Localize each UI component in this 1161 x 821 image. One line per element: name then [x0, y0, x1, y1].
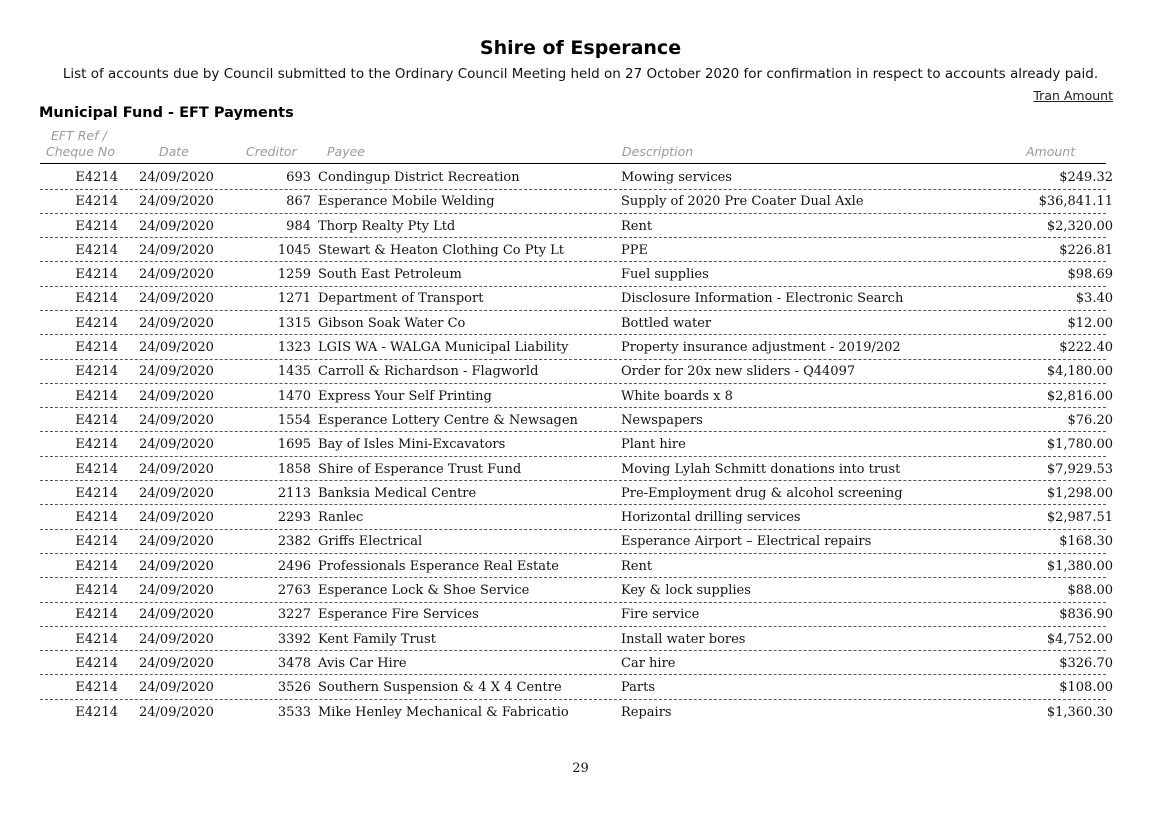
cell-creditor: 1271: [277, 291, 311, 307]
cell-ref: E4214: [75, 388, 118, 404]
cell-creditor: 1315: [277, 315, 311, 331]
table-row: [0, 700, 1161, 724]
cell-amount: $1,360.30: [1046, 704, 1113, 720]
table-row: [0, 311, 1161, 335]
cell-payee: Avis Car Hire: [318, 655, 407, 671]
cell-description: Install water bores: [621, 631, 746, 647]
cell-ref: E4214: [75, 704, 118, 720]
cell-creditor: 3392: [277, 631, 311, 647]
cell-creditor: 2496: [277, 558, 311, 574]
cell-creditor: 3526: [277, 680, 311, 696]
cell-ref: E4214: [75, 558, 118, 574]
cell-ref: E4214: [75, 485, 118, 501]
cell-creditor: 1858: [277, 461, 311, 477]
cell-payee: Kent Family Trust: [318, 631, 436, 647]
table-row: [0, 578, 1161, 602]
cell-payee: Stewart & Heaton Clothing Co Pty Lt: [318, 242, 565, 258]
cell-amount: $76.20: [1067, 412, 1113, 428]
cell-creditor: 2763: [277, 583, 311, 599]
cell-payee: Ranlec: [318, 510, 364, 526]
table-row: [0, 335, 1161, 359]
cell-amount: $12.00: [1067, 315, 1113, 331]
cell-ref: E4214: [75, 170, 118, 185]
page-number: 29: [572, 761, 589, 776]
cell-amount: $4,752.00: [1046, 631, 1113, 647]
cell-description: Property insurance adjustment - 2019/202: [621, 340, 901, 356]
cell-ref: E4214: [75, 315, 118, 331]
table-row: [0, 408, 1161, 432]
table-row: [0, 554, 1161, 578]
cell-date: 24/09/2020: [139, 340, 214, 356]
cell-payee: Mike Henley Mechanical & Fabricatio: [318, 704, 569, 720]
cell-description: Bottled water: [621, 315, 712, 331]
document-subtitle: List of accounts due by Council submitted to the Ordinary Council Meeting held on 27 October 2020 for confirmation in respect to accounts already paid.: [62, 66, 1099, 82]
cell-ref: E4214: [75, 583, 118, 599]
table-row: [0, 602, 1161, 626]
table-row: [0, 529, 1161, 553]
table-row: [0, 189, 1161, 213]
cell-ref: E4214: [75, 267, 118, 283]
cell-creditor: 1259: [277, 267, 311, 283]
cell-ref: E4214: [75, 340, 118, 356]
header-ref-line2: Cheque No: [46, 144, 115, 159]
cell-amount: $836.90: [1059, 607, 1113, 623]
cell-payee: Griffs Electrical: [318, 534, 423, 550]
cell-date: 24/09/2020: [139, 388, 214, 404]
cell-description: PPE: [621, 242, 648, 258]
cell-payee: Professionals Esperance Real Estate: [318, 558, 559, 574]
cell-amount: $1,380.00: [1046, 558, 1113, 574]
table-row: [0, 627, 1161, 651]
cell-creditor: 3227: [277, 607, 311, 623]
cell-description: Supply of 2020 Pre Coater Dual Axle: [621, 194, 864, 210]
cell-date: 24/09/2020: [139, 461, 214, 477]
cell-date: 24/09/2020: [139, 558, 214, 574]
cell-amount: $222.40: [1059, 340, 1113, 356]
cell-date: 24/09/2020: [139, 194, 214, 210]
cell-date: 24/09/2020: [139, 267, 214, 283]
cell-ref: E4214: [75, 194, 118, 210]
table-row: [0, 457, 1161, 481]
cell-description: Car hire: [621, 655, 676, 671]
cell-description: Rent: [621, 218, 653, 234]
cell-description: White boards x 8: [621, 388, 733, 404]
cell-ref: E4214: [75, 655, 118, 671]
cell-amount: $2,320.00: [1046, 218, 1113, 234]
cell-date: 24/09/2020: [139, 607, 214, 623]
cell-amount: $1,780.00: [1046, 437, 1113, 453]
table-row: [0, 286, 1161, 310]
cell-creditor: 867: [286, 194, 311, 210]
cell-amount: $4,180.00: [1046, 364, 1113, 380]
cell-date: 24/09/2020: [139, 583, 214, 599]
cell-date: 24/09/2020: [139, 437, 214, 453]
cell-ref: E4214: [75, 461, 118, 477]
cell-date: 24/09/2020: [139, 315, 214, 331]
cell-payee: South East Petroleum: [318, 267, 462, 283]
cell-ref: E4214: [75, 607, 118, 623]
table-row: [0, 165, 1161, 189]
cell-creditor: 3533: [277, 704, 311, 720]
header-description: Description: [622, 144, 694, 159]
cell-payee: Esperance Lock & Shoe Service: [318, 583, 530, 599]
cell-creditor: 1045: [277, 242, 311, 258]
cell-payee: Esperance Mobile Welding: [318, 194, 495, 210]
cell-date: 24/09/2020: [139, 364, 214, 380]
cell-creditor: 2113: [277, 485, 311, 501]
cell-description: Esperance Airport – Electrical repairs: [621, 534, 872, 550]
cell-description: Repairs: [621, 704, 672, 720]
cell-description: Moving Lylah Schmitt donations into trust: [621, 461, 901, 477]
cell-payee: Esperance Lottery Centre & Newsagen: [318, 412, 578, 428]
cell-amount: $249.32: [1059, 170, 1113, 185]
cell-payee: LGIS WA - WALGA Municipal Liability: [318, 340, 569, 356]
table-row: [0, 214, 1161, 238]
cell-creditor: 2293: [277, 510, 311, 526]
cell-date: 24/09/2020: [139, 218, 214, 234]
cell-ref: E4214: [75, 412, 118, 428]
cell-payee: Department of Transport: [318, 291, 484, 307]
cell-payee: Carroll & Richardson - Flagworld: [318, 364, 539, 380]
cell-ref: E4214: [75, 631, 118, 647]
cell-amount: $226.81: [1059, 242, 1113, 258]
header-amount: Amount: [1026, 144, 1076, 159]
document-title: Shire of Esperance: [479, 37, 682, 59]
cell-date: 24/09/2020: [139, 510, 214, 526]
cell-date: 24/09/2020: [139, 655, 214, 671]
table-row: [0, 262, 1161, 286]
cell-description: Plant hire: [621, 437, 686, 453]
cell-amount: $108.00: [1059, 680, 1113, 696]
cell-amount: $2,816.00: [1046, 388, 1113, 404]
cell-creditor: 693: [286, 170, 311, 185]
cell-description: Mowing services: [621, 170, 732, 185]
cell-payee: Express Your Self Printing: [318, 388, 492, 404]
cell-description: Rent: [621, 558, 653, 574]
cell-date: 24/09/2020: [139, 704, 214, 720]
cell-ref: E4214: [75, 680, 118, 696]
cell-amount: $7,929.53: [1046, 461, 1113, 477]
header-ref-line1: EFT Ref /: [51, 128, 107, 143]
cell-description: Horizontal drilling services: [621, 510, 801, 526]
cell-description: Key & lock supplies: [621, 583, 751, 599]
cell-creditor: 1695: [277, 437, 311, 453]
cell-description: Disclosure Information - Electronic Search: [621, 291, 904, 307]
cell-ref: E4214: [75, 291, 118, 307]
cell-date: 24/09/2020: [139, 242, 214, 258]
cell-date: 24/09/2020: [139, 291, 214, 307]
cell-ref: E4214: [75, 510, 118, 526]
table-row: [0, 384, 1161, 408]
cell-date: 24/09/2020: [139, 534, 214, 550]
cell-payee: Gibson Soak Water Co: [318, 315, 466, 331]
cell-description: Parts: [621, 680, 656, 696]
cell-amount: $326.70: [1059, 655, 1113, 671]
cell-ref: E4214: [75, 242, 118, 258]
cell-creditor: 2382: [277, 534, 311, 550]
payments-table-body: [0, 165, 1161, 724]
cell-ref: E4214: [75, 534, 118, 550]
table-row: [0, 481, 1161, 505]
cell-amount: $168.30: [1059, 534, 1113, 550]
cell-description: Fire service: [621, 607, 700, 623]
cell-description: Fuel supplies: [621, 267, 709, 283]
table-row: [0, 238, 1161, 262]
cell-description: Pre-Employment drug & alcohol screening: [621, 485, 903, 501]
cell-date: 24/09/2020: [139, 485, 214, 501]
section-title: Municipal Fund - EFT Payments: [39, 105, 294, 121]
table-row: [0, 675, 1161, 699]
cell-payee: Thorp Realty Pty Ltd: [318, 218, 456, 234]
cell-amount: $88.00: [1067, 583, 1113, 599]
cell-creditor: 1554: [277, 412, 311, 428]
cell-amount: $36,841.11: [1038, 194, 1113, 210]
cell-ref: E4214: [75, 364, 118, 380]
cell-creditor: 984: [286, 218, 311, 234]
cell-payee: Esperance Fire Services: [318, 607, 479, 623]
cell-creditor: 1435: [277, 364, 311, 380]
cell-creditor: 1470: [277, 388, 311, 404]
table-row: [0, 505, 1161, 529]
table-row: [0, 359, 1161, 383]
header-creditor: Creditor: [246, 144, 297, 159]
cell-amount: $3.40: [1075, 291, 1113, 307]
header-payee: Payee: [327, 144, 365, 159]
cell-description: Order for 20x new sliders - Q44097: [621, 364, 856, 380]
cell-payee: Shire of Esperance Trust Fund: [318, 461, 522, 477]
cell-payee: Southern Suspension & 4 X 4 Centre: [318, 680, 562, 696]
cell-date: 24/09/2020: [139, 412, 214, 428]
cell-description: Newspapers: [621, 412, 703, 428]
cell-payee: Condingup District Recreation: [318, 170, 520, 185]
tran-amount-link[interactable]: Tran Amount: [1033, 88, 1113, 103]
cell-payee: Banksia Medical Centre: [318, 485, 477, 501]
cell-payee: Bay of Isles Mini-Excavators: [318, 437, 506, 453]
cell-amount: $1,298.00: [1046, 485, 1113, 501]
table-row: [0, 432, 1161, 456]
cell-date: 24/09/2020: [139, 170, 214, 185]
cell-creditor: 3478: [277, 655, 311, 671]
cell-creditor: 1323: [277, 340, 311, 356]
header-date: Date: [159, 144, 189, 159]
cell-ref: E4214: [75, 218, 118, 234]
table-row: [0, 651, 1161, 675]
cell-date: 24/09/2020: [139, 680, 214, 696]
header-rule: [40, 163, 1106, 164]
cell-ref: E4214: [75, 437, 118, 453]
cell-date: 24/09/2020: [139, 631, 214, 647]
cell-amount: $2,987.51: [1046, 510, 1113, 526]
cell-amount: $98.69: [1067, 267, 1113, 283]
